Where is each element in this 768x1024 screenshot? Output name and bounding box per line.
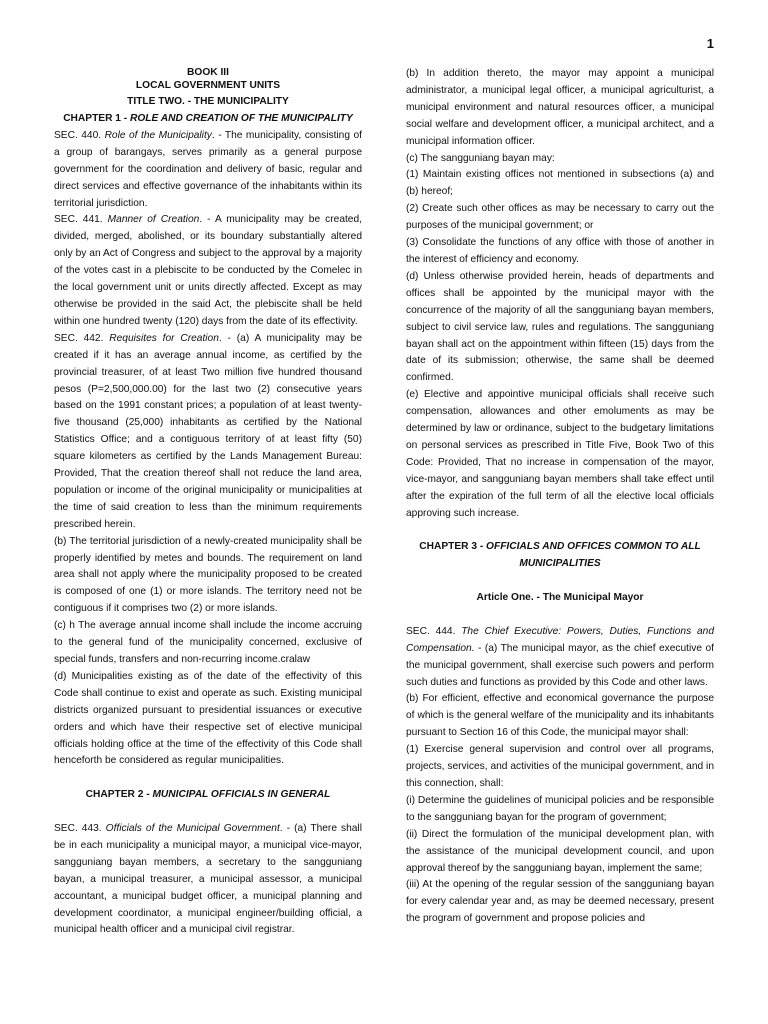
sec443-e-paragraph: (e) Elective and appointive municipal officials shall receive such compensation, allowances and other emoluments as may be determined by law or ordinance, subject to the budgetary limitations on personal services as prescribed in Title Five, Book Two of this Code: Provided, That no increase in compensation of the mayor, vice-mayor, and sangguniang bayan members shall take effect until after the expiration of the full term of all the elective local officials approving such increase.	[406, 389, 714, 519]
sec442-c-paragraph: (c) h The average annual income shall include the income accruing to the general fund of the municipality concerned, exclusive of special funds, transfers and non-recurring income.cralaw	[54, 620, 362, 665]
chapter2-heading: CHAPTER 2 - MUNICIPAL OFFICIALS IN GENERAL	[85, 789, 331, 801]
chapter3-heading: CHAPTER 3 - OFFICIALS AND OFFICES COMMON TO ALL MUNICIPALITIES	[419, 541, 701, 570]
units-heading: LOCAL GOVERNMENT UNITS	[135, 80, 281, 91]
book-heading: BOOK III	[187, 67, 229, 78]
right-column	[406, 66, 714, 928]
sec443-c3-paragraph: (3) Consolidate the functions of any office with those of another in the interest of efficiency and economy.	[406, 237, 714, 265]
article-one-heading: Article One. - The Municipal Mayor	[476, 592, 644, 604]
sec444-b-paragraph: (b) For efficient, effective and economical governance the purpose of which is the general welfare of the municipality and its inhabitants pursuant to Section 16 of this Code, the municipal mayor shall:	[406, 693, 714, 739]
sec442-d-paragraph: (d) Municipalities existing as of the date of the effectivity of this Code shall continue to exist and operate as such. Existing municipal districts organized pursuant to presidential issuances or executive orders and which have their respective set of elective municipal officials holding office at the time of the effectivity of this Code shall henceforth be considered as regular municipalities.	[54, 670, 362, 767]
sec443-c-paragraph: (c) The sangguniang bayan may:	[406, 152, 555, 164]
sec441-paragraph: SEC. 441. Manner of Creation. - A municipality may be created, divided, merged, abolished, or its boundary substantially altered only by an Act of Congress and subject to the approval by a majority of the votes cast in a plebiscite to be conducted by the Comelec in the local government unit or units directly affected. Except as may otherwise be provided in the said Act, the plebiscite shall be held within one hundred twenty (120) days from the date of its effectivity.	[54, 214, 362, 327]
sec444-b1i-paragraph: (i) Determine the guidelines of municipal policies and be responsible to the sangguniang bayan for the program of government;	[406, 794, 714, 823]
sec440-paragraph: SEC. 440. Role of the Municipality. - The municipality, consisting of a group of barangays, serves primarily as a general purpose government for the coordination and delivery of basic, regular and direct services and effective governance of the inhabitants within its territorial jurisdiction.	[54, 129, 362, 209]
sec442-paragraph: SEC. 442. Requisites for Creation. - (a) A municipality may be created if it has an average annual income, as certified by the provincial treasurer, of at least Two million five hundred thousand pesos (P=2,500,000.00) for the last two (2) consecutive years based on the 1991 constant prices; a population of at least twenty-five thousand (25,000) inhabitants as certified by the National Statistics Office; and a contiguous territory of at least fifty (50) square kilometers as certified by the Lands Management Bureau: Provided, That the creation thereof shall not reduce the land area, population or income of the original municipality or municipalities at the time of said creation to less than the minimum requirements prescribed herein.	[54, 332, 362, 530]
sec442-b-paragraph: (b) The territorial jurisdiction of a newly-created municipality shall be properly identified by metes and bounds. The requirement on land area shall not apply where the municipality proposed to be created is composed of one (1) or more islands. The territory need not be contiguous if it comprises two (2) or more islands.	[54, 535, 362, 615]
sec444-b1-paragraph: (1) Exercise general supervision and control over all programs, projects, services, and activities of the municipal government, and in this connection, shall:	[406, 744, 714, 790]
sec444-paragraph: SEC. 444. The Chief Executive: Powers, Duties, Functions and Compensation. - (a) The municipal mayor, as the chief executive of the municipal government, shall exercise such powers and perform such duties and functions as provided by this Code and other laws.	[406, 625, 714, 688]
sec443-b-paragraph: (b) In addition thereto, the mayor may appoint a municipal administrator, a municipal legal officer, a municipal agriculturist, a municipal environment and natural resources officer, a municipal social welfare and development officer, a municipal architect, and a municipal information officer.	[406, 68, 714, 147]
sec443-c2-paragraph: (2) Create such other offices as may be necessary to carry out the purposes of the municipal government; or	[406, 203, 714, 232]
sec443-paragraph: SEC. 443. Officials of the Municipal Government. - (a) There shall be in each municipality a municipal mayor, a municipal vice-mayor, sangguniang bayan members, a secretary to the sangguniang bayan, a municipal treasurer, a municipal assessor, a municipal accountant, a municipal budget officer, a municipal planning and development coordinator, a municipal engineer/building official, a municipal health officer and a municipal civil registrar.	[54, 823, 362, 936]
sec443-d-paragraph: (d) Unless otherwise provided herein, heads of departments and offices shall be appointed by the municipal mayor with the concurrence of the majority of all the sangguniang bayan members, subject to civil service law, rules and regulations. The sangguniang bayan shall act on the appointment within fifteen (15) days from the date of its submission; otherwise, the same shall be deemed confirmed.	[406, 270, 714, 384]
sec443-c1-paragraph: (1) Maintain existing offices not mentioned in subsections (a) and (b) hereof;	[406, 169, 714, 198]
sec444-b1iii-paragraph: (iii) At the opening of the regular session of the sangguniang bayan for every calendar year and, as may be deemed necessary, present the program of government and propose policies and	[406, 879, 714, 925]
chapter1-heading: CHAPTER 1 - ROLE AND CREATION OF THE MUNICIPALITY	[63, 113, 353, 124]
title-heading: TITLE TWO. - THE MUNICIPALITY	[127, 96, 289, 107]
left-column	[54, 66, 362, 939]
sec444-b1ii-paragraph: (ii) Direct the formulation of the municipal development plan, with the assistance of the municipal development council, and upon approval thereof by the sangguniang bayan, implement the same;	[406, 828, 714, 874]
page-number: 1	[706, 36, 714, 51]
